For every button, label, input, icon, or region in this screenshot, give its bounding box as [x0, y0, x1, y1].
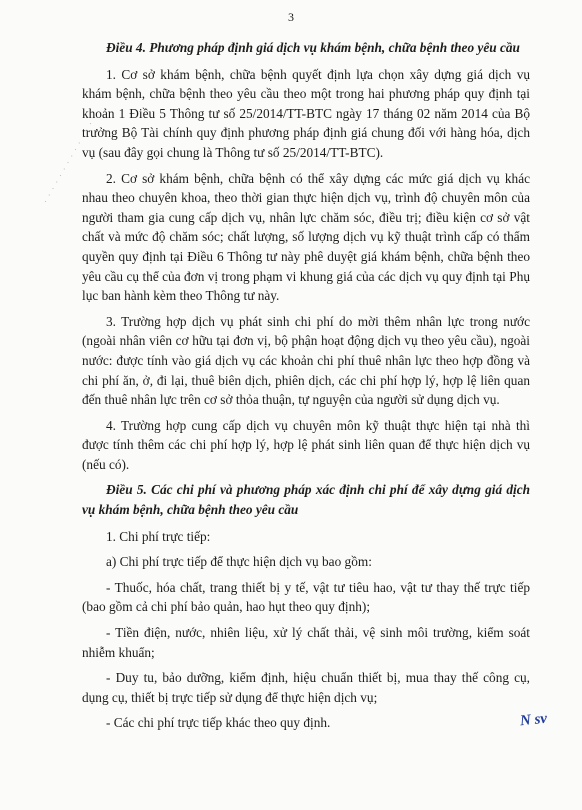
article-4-paragraph: 1. Cơ sở khám bệnh, chữa bệnh quyết định lựa chọn xây dựng giá dịch vụ khám bệnh, chữa bệnh theo yêu cầu theo một trong hai phương pháp quy định tại khoản 1 Điều 5 Thông tư số 25/2014/TT-BTC ngày 17 tháng 02 năm 2014 của Bộ trưởng Bộ Tài chính quy định phương pháp định giá chung đối với hàng hóa, dịch vụ (sau đây gọi chung là Thông tư số 25/2014/TT-BTC). — [82, 66, 530, 160]
article-4-paragraph: 2. Cơ sở khám bệnh, chữa bệnh có thể xây dựng các mức giá dịch vụ khác nhau theo chuyên khoa, theo thời gian thực hiện dịch vụ, trình độ chuyên môn của người tham gia cung cấp dịch vụ, nhân lực chăm sóc, điều trị; điều kiện cơ sở vật chất và mức độ chăm sóc; chất lượng, số lượng dịch vụ kỹ thuật trình cấp có thẩm quyền quy định tại Điều 6 Thông tư này phê duyệt giá khám bệnh, chữa bệnh theo yêu cầu cụ thể của đơn vị trong phạm vi khung giá của các dịch vụ quy định tại Phụ lục ban hành kèm theo Thông tư này. — [82, 170, 530, 304]
handwritten-initials: N sv — [519, 710, 548, 730]
page-number: 3 — [288, 10, 294, 24]
article-5-paragraph: - Duy tu, bảo dưỡng, kiểm định, hiệu chuẩn thiết bị, mua thay thế công cụ, dụng cụ, thiết bị trực tiếp sử dụng để thực hiện dịch vụ; — [82, 670, 530, 705]
article-5-paragraph: - Các chi phí trực tiếp khác theo quy định. — [106, 715, 331, 731]
article-5-heading: Điều 5. Các chi phí và phương pháp xác định chi phí để xây dựng giá dịch vụ khám bệnh, chữa bệnh theo yêu cầu — [82, 482, 530, 518]
article-5-paragraph: - Tiền điện, nước, nhiên liệu, xử lý chất thải, vệ sinh môi trường, kiểm soát nhiễm khuẩn; — [82, 625, 530, 660]
article-5-paragraph: - Thuốc, hóa chất, trang thiết bị y tế, vật tư tiêu hao, vật tư thay thế trực tiếp (bao gồm cả chi phí bảo quản, hao hụt theo quy định); — [82, 579, 530, 615]
article-4-paragraph: 3. Trường hợp dịch vụ phát sinh chi phí do mời thêm nhân lực trong nước (ngoài nhân viên cơ hữu tại đơn vị, bộ phận hoạt động dịch vụ theo yêu cầu), ngoài nước: được tính vào giá dịch vụ các khoản chi phí thuê nhân lực theo hợp đồng và chi phí ăn, ở, đi lại, thuê biên dịch, phiên dịch, các chi phí hợp lý, hợp lệ liên quan đến thuê nhân lực trên cơ sở thỏa thuận, tự nguyện của người sử dụng dịch vụ. — [82, 313, 530, 408]
article-4-paragraph: 4. Trường hợp cung cấp dịch vụ chuyên môn kỹ thuật thực hiện tại nhà thì được tính thêm các chi phí hợp lý, hợp lệ phát sinh liên quan để thực hiện dịch vụ (nếu có). — [82, 417, 530, 472]
article-4-heading: Điều 4. Phương pháp định giá dịch vụ khám bệnh, chữa bệnh theo yêu cầu — [106, 40, 520, 55]
watermark-stamp: · · · · · · · · · · · · · · — [40, 112, 100, 205]
article-5-paragraph: a) Chi phí trực tiếp để thực hiện dịch vụ bao gồm: — [106, 554, 372, 570]
document-body — [82, 38, 530, 739]
article-5-paragraph: 1. Chi phí trực tiếp: — [106, 528, 211, 544]
